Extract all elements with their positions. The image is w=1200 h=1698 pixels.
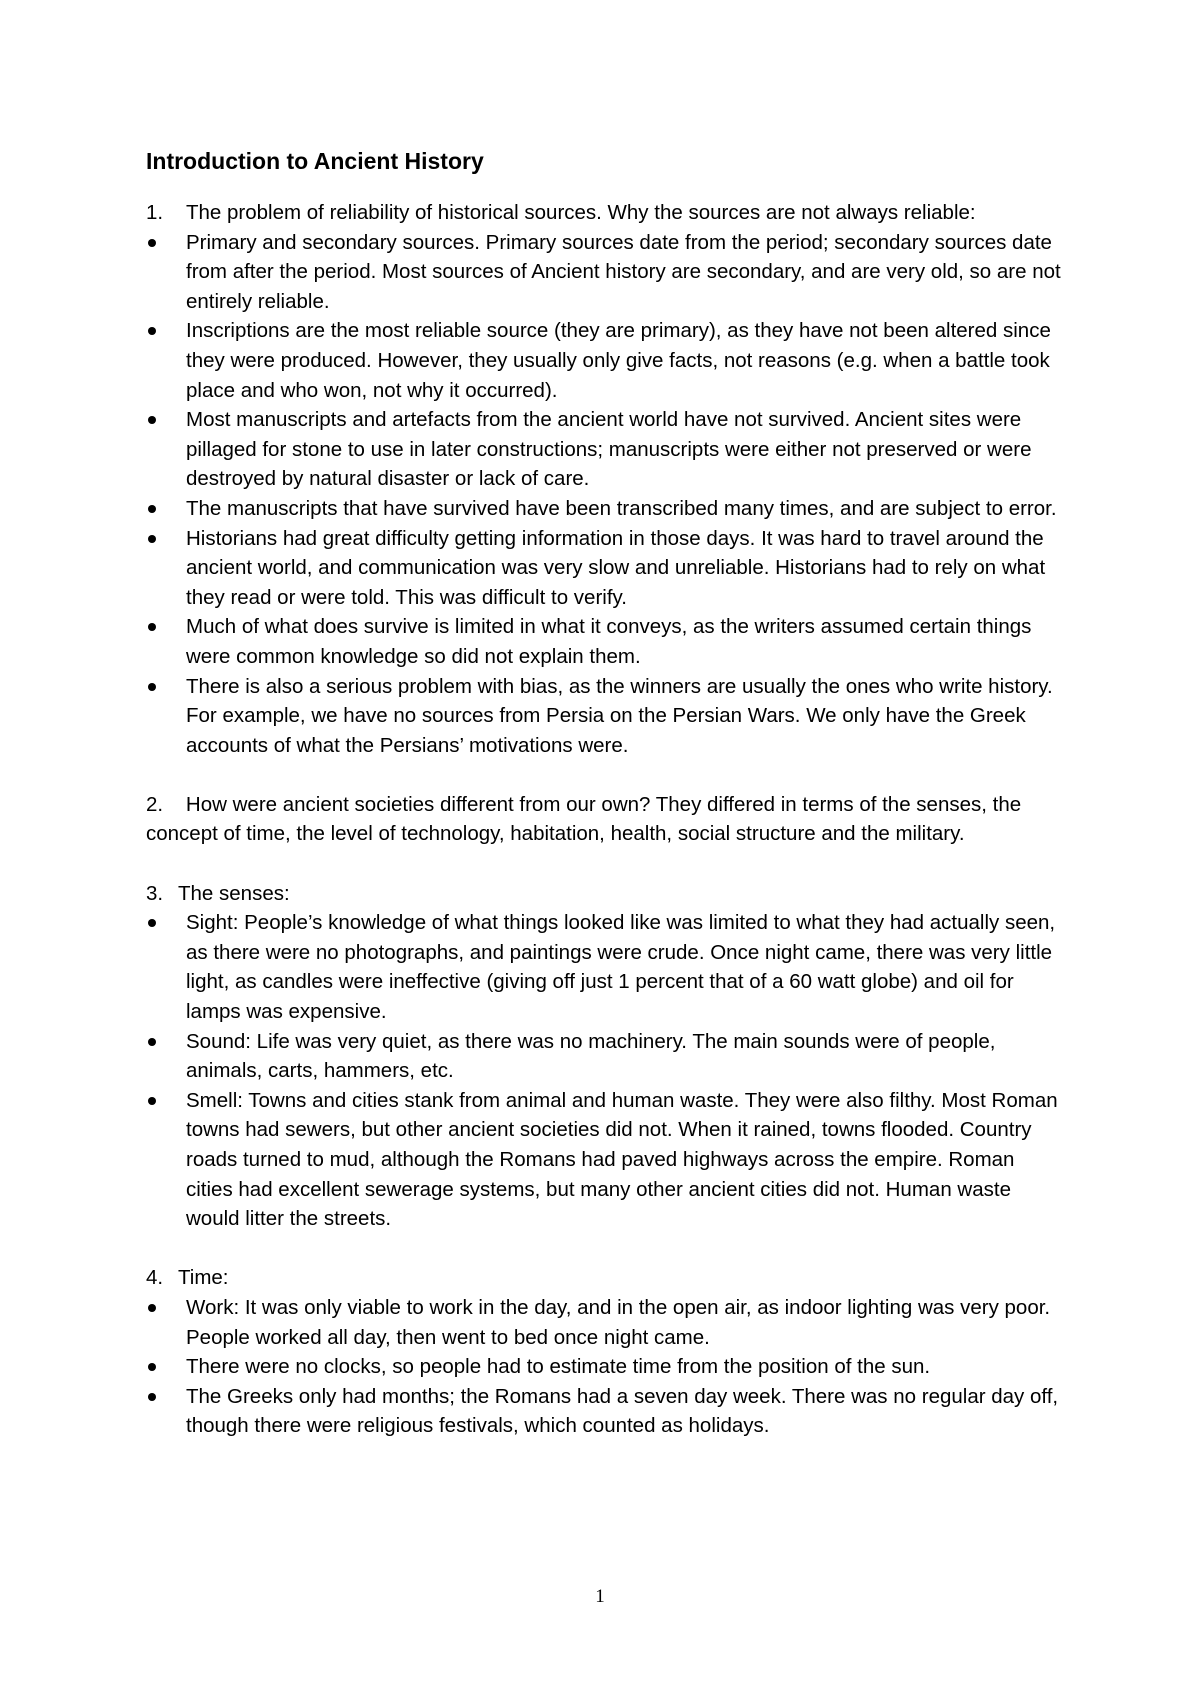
section-4-number: 4. (146, 1266, 164, 1290)
section-2-paragraph (146, 790, 1066, 849)
bullet-icon (148, 1304, 156, 1312)
bullet-icon (148, 1393, 156, 1401)
list-item: Most manuscripts and artefacts from the ancient world have not survived. Ancient sites were pillaged for stone to use in later constructions; manuscripts were either not preserved or were destroyed by natural disaster or lack of care. (146, 405, 1066, 494)
bullet-icon (148, 416, 156, 424)
section-4-heading-text: Time: (178, 1266, 229, 1290)
spacer (146, 849, 1066, 879)
bullet-icon (148, 535, 156, 543)
bullet-icon (148, 1038, 156, 1046)
section-1-bullet-list (146, 228, 1066, 761)
list-item: Inscriptions are the most reliable source (they are primary), as they have not been altered since they were produced. However, they usually only give facts, not reasons (e.g. when a battle took place and who won, not why it occurred). (146, 316, 1066, 405)
list-item: Historians had great difficulty getting information in those days. It was hard to travel around the ancient world, and communication was very slow and unreliable. Historians had to rely on what they read or were told. This was difficult to verify. (146, 524, 1066, 613)
list-item: The Greeks only had months; the Romans had a seven day week. There was no regular day off, though there were religious festivals, which counted as holidays. (146, 1382, 1066, 1441)
list-item: Sight: People’s knowledge of what things looked like was limited to what they had actually seen, as there were no photographs, and paintings were crude. Once night came, there was very little light, as candles were ineffective (giving off just 1 percent that of a 60 watt globe) and oil for lamps was expensive. (146, 908, 1066, 1026)
section-3-bullet-list (146, 908, 1066, 1234)
section-2-text: How were ancient societies different from our own? They differed in terms of the senses, the concept of time, the level of technology, habitation, health, social structure and the military. (146, 792, 1022, 846)
list-item: Work: It was only viable to work in the day, and in the open air, as indoor lighting was very poor. People worked all day, then went to bed once night came. (146, 1293, 1066, 1352)
list-item: Sound: Life was very quiet, as there was no machinery. The main sounds were of people, animals, carts, hammers, etc. (146, 1027, 1066, 1086)
section-3-number: 3. (146, 881, 164, 905)
bullet-icon (148, 239, 156, 247)
bullet-icon (148, 505, 156, 513)
page-number: 1 (595, 1586, 605, 1607)
section-3-heading-text: The senses: (178, 881, 290, 905)
bullet-icon (148, 919, 156, 927)
section-1-number: 1. (146, 201, 164, 224)
list-item: Smell: Towns and cities stank from animal and human waste. They were also filthy. Most Roman towns had sewers, but other ancient societies did not. When it rained, towns flooded. Country roads turned to mud, although the Romans had paved highways across the empire. Roman cities had excellent sewerage systems, but many other ancient cities did not. Human waste would litter the streets. (146, 1086, 1066, 1234)
bullet-icon (148, 327, 156, 335)
section-2-number: 2. (146, 792, 164, 816)
bullet-icon (148, 1097, 156, 1105)
spacer (146, 1234, 1066, 1264)
bullet-icon (148, 683, 156, 691)
bullet-icon (148, 623, 156, 631)
bullet-icon (148, 1363, 156, 1371)
section-4-heading (146, 1263, 1066, 1293)
list-item: There were no clocks, so people had to estimate time from the position of the sun. (146, 1352, 1066, 1382)
section-3-heading (146, 879, 1066, 909)
section-4-bullet-list (146, 1293, 1066, 1441)
list-item: There is also a serious problem with bias, as the winners are usually the ones who write history. For example, we have no sources from Persia on the Persian Wars. We only have the Greek accounts of what the Persians’ motivations were. (146, 672, 1066, 761)
list-item: Much of what does survive is limited in what it conveys, as the writers assumed certain things were common knowledge so did not explain them. (146, 612, 1066, 671)
list-item: The manuscripts that have survived have been transcribed many times, and are subject to error. (146, 494, 1066, 524)
section-1-heading (146, 198, 1066, 228)
document-body (146, 146, 1066, 1441)
spacer (146, 760, 1066, 790)
document-title: Introduction to Ancient History (146, 148, 484, 174)
section-1-heading-text: The problem of reliability of historical sources. Why the sources are not always reliable: (186, 201, 976, 224)
list-item: Primary and secondary sources. Primary sources date from the period; secondary sources date from after the period. Most sources of Ancient history are secondary, and are very old, so are not entirely reliable. (146, 228, 1066, 317)
